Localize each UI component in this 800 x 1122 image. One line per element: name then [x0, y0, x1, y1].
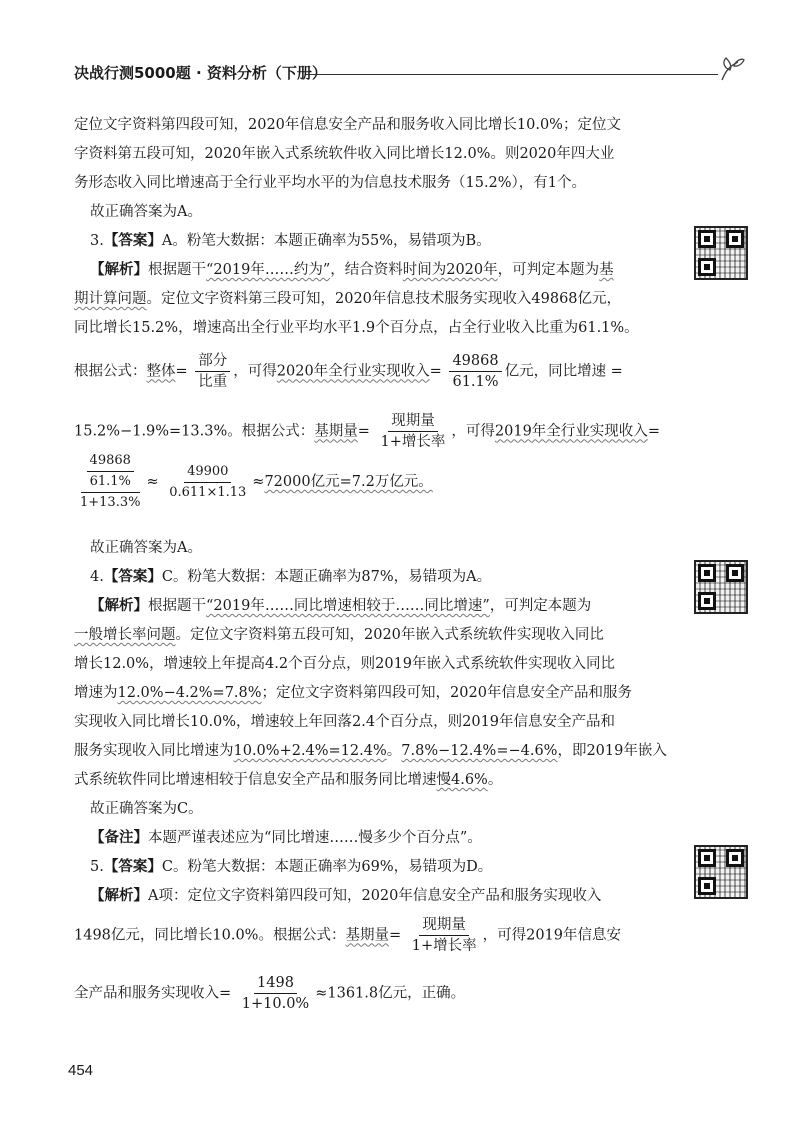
conclusion-line: 故正确答案为C。: [90, 801, 203, 817]
leaf-icon: [716, 54, 746, 84]
fraction: $\frac{1498}{1+10.0\%}$: [241, 975, 310, 1012]
fraction: $\frac{49900}{0.611\times 1.13}$: [169, 463, 247, 500]
text-line: 务形态收入同比增速高于全行业平均水平的为信息技术服务（15.2%），有1个。: [74, 175, 587, 191]
nested-fraction: $\frac{\frac{49868}{61.1\%}}{1+13.3\%}$: [80, 453, 141, 510]
text-line: 服务实现收入同比增速为10.0%+2.4%=12.4%。7.8%−12.4%=−4.6%，即2019年嵌入: [74, 743, 667, 759]
qr-code[interactable]: [694, 226, 748, 280]
text-line: 定位文字资料第四段可知，2020年信息安全产品和服务收入同比增长10.0%；定位文: [74, 117, 621, 133]
text-line: 一般增长率问题。定位文字资料第五段可知，2020年嵌入式系统软件实现收入同比: [74, 627, 604, 643]
text-line: 式系统软件同比增速相较于信息安全产品和服务同比增速慢4.6%。: [74, 772, 503, 788]
formula-line: $\frac{\frac{49868}{61.1\%}}{1+13.3\%}$ ≈ $\frac{49900}{0.611\times 1.13}$ ≈72000亿元=7.2万亿元。: [74, 452, 433, 512]
analysis-line: 【解析】根据题干“2019年……同比增速相较于……同比增速”，可判定本题为: [90, 597, 592, 614]
formula-line: 1498亿元，同比增长10.0%。根据公式：基期量= $\frac{\text{现期量}}{\text{1+增长率}}$ ，可得2019年信息安: [74, 917, 622, 954]
answer-line-q3: 3.【答案】A。粉笔大数据：本题正确率为55%，易错项为B。: [90, 232, 491, 249]
fraction: $\frac{49868}{61.1\%}$: [87, 452, 134, 491]
text-line: 实现收入同比增长10.0%，增速较上年回落2.4个百分点，则2019年信息安全产品和: [74, 714, 616, 730]
fraction: $\frac{49868}{61.1\%}$: [449, 352, 501, 391]
answer-line-q5: 5.【答案】C。粉笔大数据：本题正确率为69%，易错项为D。: [90, 858, 493, 875]
header-rule: [306, 74, 718, 75]
conclusion-line: 故正确答案为A。: [90, 204, 202, 220]
formula-line: 15.2%−1.9%=13.3%。根据公式：基期量= $\frac{\text{现期量}}{\text{1+增长率}}$ ，可得2019年全行业实现收入=: [74, 413, 660, 450]
note-line: 【备注】本题严谨表述应为“同比增速……慢多少个百分点”。: [90, 829, 482, 846]
text-line: 同比增长15.2%，增速高出全行业平均水平1.9个百分点，占全行业收入比重为61.1%。: [74, 320, 639, 336]
fraction: $\frac{\text{现期量}}{\text{1+增长率}}$: [411, 917, 477, 954]
text-line: 增长12.0%，增速较上年提高4.2个百分点，则2019年嵌入式系统软件实现收入同比: [74, 656, 616, 672]
formula-line: 全产品和服务实现收入= $\frac{1498}{1+10.0\%}$ ≈1361.8亿元，正确。: [74, 975, 466, 1012]
qr-code[interactable]: [694, 560, 748, 614]
analysis-line: 【解析】根据题干“2019年……约为”，结合资料时间为2020年，可判定本题为基: [90, 261, 614, 278]
qr-code[interactable]: [694, 845, 748, 899]
text-line: 期计算问题。定位文字资料第三段可知，2020年信息技术服务实现收入49868亿元，: [74, 291, 622, 307]
running-header: [74, 58, 746, 88]
answer-line-q4: 4.【答案】C。粉笔大数据：本题正确率为87%，易错项为A。: [90, 568, 492, 585]
conclusion-line: 故正确答案为A。: [90, 540, 202, 556]
book-title: 决战行测5000题 · 资料分析（下册）: [74, 64, 327, 82]
text-line: 字资料第五段可知，2020年嵌入式系统软件收入同比增长12.0%。则2020年四大业: [74, 146, 615, 162]
analysis-line: 【解析】A项：定位文字资料第四段可知，2020年信息安全产品和服务实现收入: [90, 887, 602, 904]
text-line: 增速为12.0%−4.2%=7.8%；定位文字资料第四段可知，2020年信息安全产品和服务: [74, 685, 632, 701]
formula-line: 根据公式：整体= $\frac{\text{部分}}{\text{比重}}$ ，可得2020年全行业实现收入= $\frac{49868}{61.1\%}$ 亿元，同比增速 =: [74, 353, 623, 390]
page-number: 454: [68, 1062, 94, 1079]
fraction: $\frac{\text{部分}}{\text{比重}}$: [195, 352, 230, 391]
fraction: $\frac{\text{现期量}}{\text{1+增长率}}$: [380, 413, 446, 450]
